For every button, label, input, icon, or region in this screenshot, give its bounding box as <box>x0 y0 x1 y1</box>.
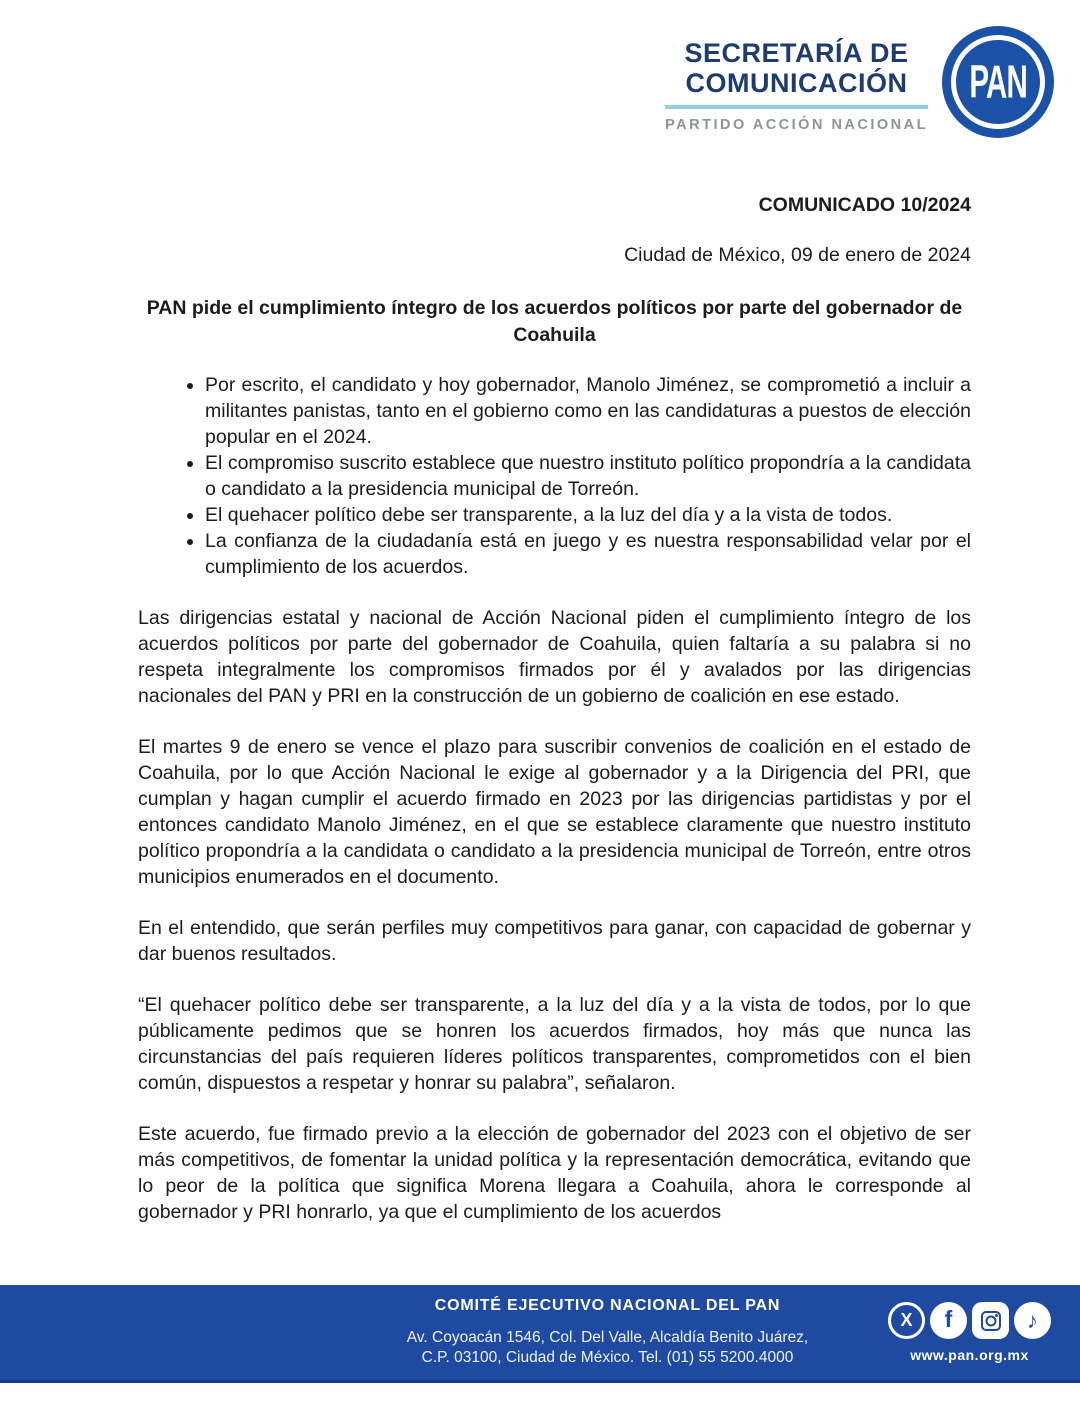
page-title: PAN pide el cumplimiento íntegro de los acuerdos políticos por parte del gobernador de Coahuila <box>146 297 963 346</box>
bullet-item: • El compromiso suscrito establece que nuestro instituto político propondría a la candidata o candidato a la presidencia municipal de Torreón. <box>205 450 971 502</box>
facebook-icon[interactable]: f <box>930 1302 967 1339</box>
paragraph: “El quehacer político debe ser transparente, a la luz del día y a la vista de todos, por lo que públicamente pedimos que se honren los acuerdos firmados, hoy más que nunca las circunstancias del país requieren líderes políticos transparentes, comprometidos con el bien común, dispuestos a respetar y honrar su palabra”, señalaron. <box>138 994 971 1094</box>
brand-divider <box>665 105 928 109</box>
footer-committee: COMITÉ EJECUTIVO NACIONAL DEL PAN <box>434 1297 781 1314</box>
website-link[interactable]: www.pan.org.mx <box>910 1347 1029 1363</box>
secretaria-comunicacion-wordmark <box>665 26 928 133</box>
brand-tagline: PARTIDO ACCIÓN NACIONAL <box>665 117 928 133</box>
footer-band <box>0 1285 1080 1383</box>
bullet-item: • Por escrito, el candidato y hoy gobernador, Manolo Jiménez, se comprometió a incluir a militantes panistas, tanto en el gobierno como en las candidaturas a puestos de elección popular en el 2024. <box>205 372 971 450</box>
paragraph: En el entendido, que serán perfiles muy competitivos para ganar, con capacidad de gobernar y dar buenos resultados. <box>138 917 971 965</box>
social-icons-row <box>885 1302 1054 1339</box>
key-points-list <box>138 372 971 580</box>
tiktok-icon[interactable]: ♪ <box>1014 1302 1051 1339</box>
paragraph: El martes 9 de enero se vence el plazo para suscribir convenios de coalición en el estado de Coahuila, por lo que Acción Nacional le exige al gobernador y a la Dirigencia del PRI, que cumplan y hagan cumplir el acuerdo firmado en 2023 por las dirigencias partidistas y por el entonces candidato Manolo Jiménez, en el que se establece claramente que nuestro instituto político propondría a la candidata o candidato a la presidencia municipal de Torreón, entre otros municipios enumerados en el documento. <box>138 736 971 888</box>
masthead <box>0 0 1080 160</box>
footer-contact-block <box>330 1297 885 1368</box>
x-twitter-icon[interactable]: X <box>888 1302 925 1339</box>
bullet-item: • El quehacer político debe ser transparente, a la luz del día y a la vista de todos. <box>205 502 971 528</box>
camera-glyph <box>981 1311 1001 1331</box>
pan-logo-ring <box>951 35 1045 129</box>
brand-line-2: COMUNICACIÓN <box>685 68 908 98</box>
footer-address-line-1: Av. Coyoacán 1546, Col. Del Valle, Alcaldía Benito Juárez, <box>406 1329 809 1346</box>
paragraph: Este acuerdo, fue firmado previo a la elección de gobernador del 2023 con el objetivo de ser más competitivos, de fomentar la unidad política y la representación democrática, evitando que lo peor de la política que significa Morena llegara a Coahuila, ahora le corresponde al gobernador y PRI honrarlo, ya que el cumplimiento de los acuerdos <box>138 1123 971 1223</box>
footer-social-block <box>885 1302 1080 1363</box>
pan-logo-text: PAN <box>969 55 1027 108</box>
comunicado-number: COMUNICADO 10/2024 <box>758 194 971 216</box>
footer-address-line-2: C.P. 03100, Ciudad de México. Tel. (01) 55 5200.4000 <box>421 1349 794 1366</box>
instagram-icon[interactable] <box>972 1302 1009 1339</box>
brand-line-1: SECRETARÍA DE <box>684 38 909 68</box>
dateline: Ciudad de México, 09 de enero de 2024 <box>624 244 971 266</box>
pan-logo-icon <box>942 26 1054 138</box>
bullet-item: • La confianza de la ciudadanía está en juego y es nuestra responsabilidad velar por el cumplimiento de los acuerdos. <box>205 528 971 580</box>
paragraph: Las dirigencias estatal y nacional de Acción Nacional piden el cumplimiento íntegro de los acuerdos políticos por parte del gobernador de Coahuila, quien faltaría a su palabra si no respeta integralmente los compromisos firmados por él y avalados por las dirigencias nacionales del PAN y PRI en la construcción de un gobierno de coalición en ese estado. <box>138 607 971 707</box>
document-body <box>138 192 971 1225</box>
